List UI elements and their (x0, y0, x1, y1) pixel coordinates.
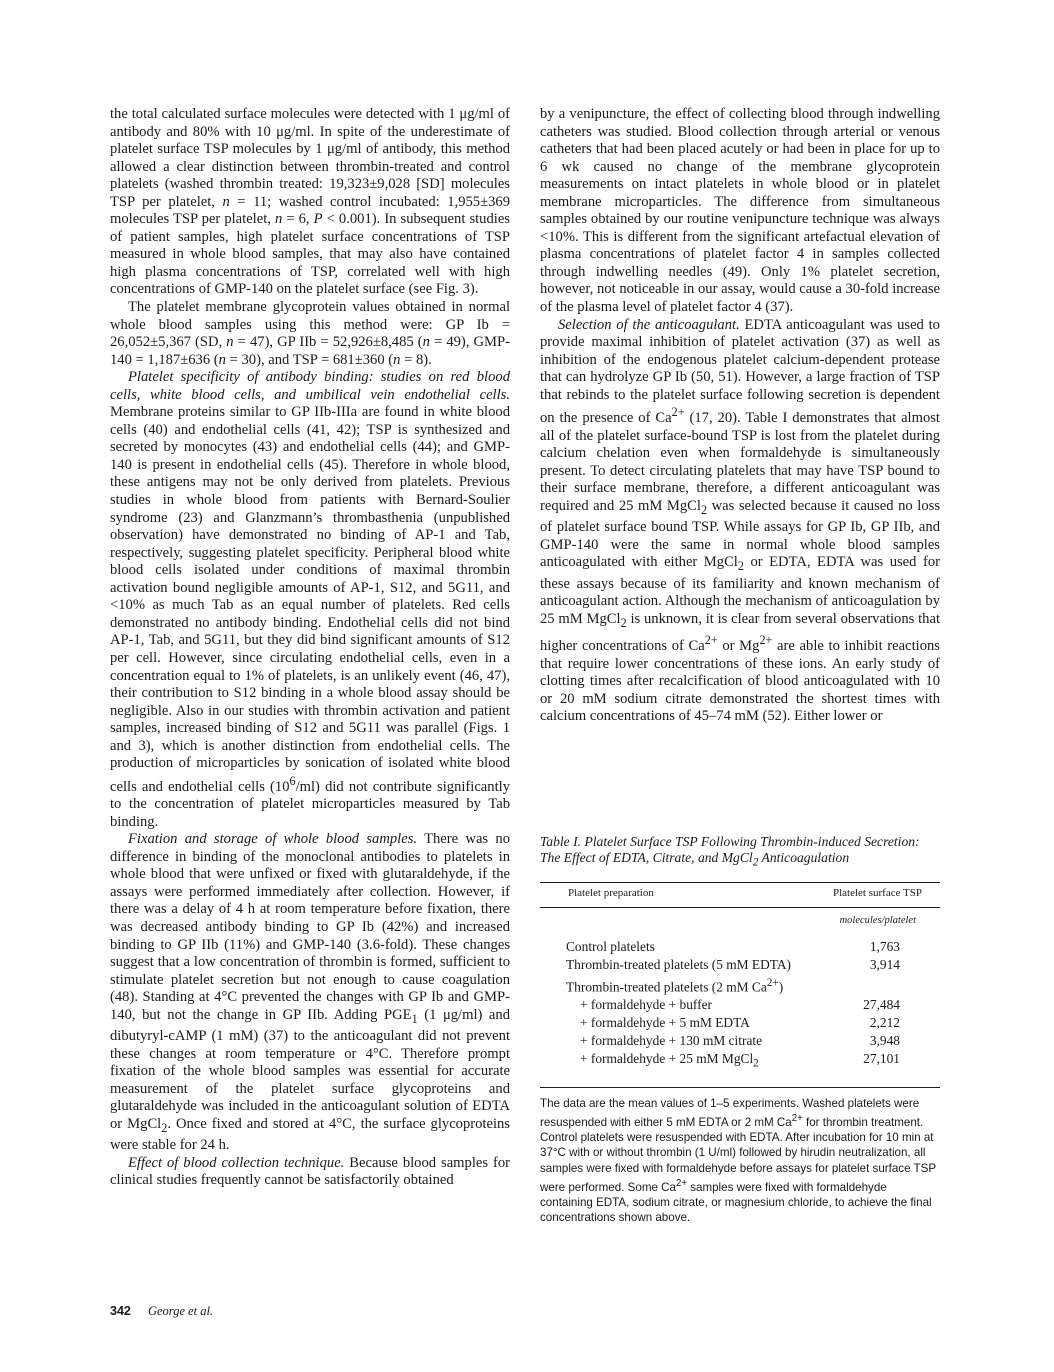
page-number: 342 (110, 1304, 131, 1318)
table-1 (540, 834, 940, 1226)
left-column (110, 106, 510, 1190)
table-row-label: Thrombin-treated platelets (5 mM EDTA) (566, 956, 792, 972)
table-row-label: Thrombin-treated platelets (2 mM $Ca^{2+}$) (566, 976, 784, 994)
table-caption: Table I. Platelet Surface TSP Following Thrombin-induced Secretion: The Effect of EDTA, Citrate, and MgCl$_2$ Anticoagulation (540, 834, 920, 870)
table-row-value: 3,948 (869, 1033, 900, 1048)
left-paragraph-2: The platelet membrane glycoprotein values obtained in normal whole blood samples using this method were: GP Ib = 26,052±5,367 (SD, n = 47), GP IIb = 52,926±8,485 (n = 49), GMP-140 = 1,187±636 (n = 30), and TSP = 681±360 (n = 8). (110, 299, 510, 368)
table-row-label: + formaldehyde + 130 mM citrate (580, 1033, 763, 1048)
right-paragraph-2: Selection of the anticoagulant. EDTA anticoagulant was used to provide maximal inhibition of platelet activation (37) as well as inhibition of the endogenous platelet calcium-dependent protease that can hydrolyze GP Ib (50, 51). However, a large fraction of TSP that rebinds to the platelet surface following secretion is dependent on the presence of $Ca^{2+}$ (17, 20). Table I demonstrates that almost all of the platelet surface-bound TSP is lost from the platelet during calcium chelation even when formaldehyde is simultaneously present. To detect circulating platelets that may have TSP bound to their surface membrane, therefore, a different anticoagulant was required and 25 mM MgCl$_2$ was selected because it caused no loss of platelet surface bound TSP. While assays for GP Ib, GP IIb, and GMP-140 were the same in normal whole blood samples anticoagulated with either MgCl$_2$ or EDTA, EDTA was used for these assays because of its familiarity and known mechanism of anticoagulant action. Although the mechanism of anticoagulation by 25 mM MgCl$_2$ is unknown, it is clear from several observations that higher concentrations of $Ca^{2+}$ or $Mg^{2+}$ are able to inhibit reactions that require lower concentrations of these ions. An early study of clotting times after recalcification of blood anticoagulated with 10 or 20 mM sodium citrate demonstrated the shortest times with calcium concentrations of 45–74 mM (52). Either lower or (540, 316, 941, 725)
right-paragraph-1: by a venipuncture, the effect of collecting blood through indwelling catheters was studied. Blood collection through arterial or venous catheters that had been placed acutely or had been in place for up to 6 wk caused no change of the membrane glycoprotein measurements on intact platelets in whole blood or in platelet membrane microparticles. The difference from simultaneous samples obtained by our routine venipuncture technique was always <10%. This is different from the significant artefactual elevation of plasma concentrations of platelet factor 4 in samples collected through indwelling needles (49). Only 1% platelet secretion, however, not noticeable in our assay, would cause a 30-fold increase of the plasma level of platelet factor 4 (37). (540, 106, 940, 316)
table-row (540, 974, 940, 996)
table-row-label: Control platelets (566, 938, 655, 954)
table-row (540, 1050, 940, 1073)
table-row-label: + formaldehyde + buffer (580, 997, 712, 1012)
table-header-preparation: Platelet preparation (568, 886, 654, 899)
table-row-value: 2,212 (869, 1015, 900, 1030)
table-row-label: + formaldehyde + 5 mM EDTA (580, 1015, 750, 1030)
table-row (540, 1032, 940, 1050)
table-footnote: The data are the mean values of 1–5 experiments. Washed platelets were resuspended with either 5 mM EDTA or 2 mM $Ca^{2+}$ for thrombin treatment. Control platelets were resuspended with EDTA. After incubation for 10 min at 37°C with or without thrombin (1 U/ml) followed by hirudin neutralization, all samples were fixed with formaldehyde before assays for platelet surface TSP were performed. Some $Ca^{2+}$ samples were fixed with formaldehyde containing EDTA, sodium citrate, or magnesium chloride, to achieve the final concentrations shown above. (540, 1096, 936, 1225)
left-paragraph-3: Platelet specificity of antibody binding: studies on red blood cells, white blood cells, and umbilical vein endothelial cells. Membrane proteins similar to GP IIb-IIIa are found in white blood cells (40) and endothelial cells (41, 42); TSP is synthesized and secreted by monocytes (43) and endothelial cells (44); and GMP-140 is present in endothelial cells (45). Therefore in whole blood, these antigens may not be only derived from platelets. Previous studies in whole blood from patients with Bernard-Soulier syndrome (23) and Glanzmann’s thrombasthenia (unpublished observation) have demonstrated no binding of AP-1 and Tab, respectively, suggesting platelet specificity. Peripheral blood white blood cells isolated under conditions of maximal thrombin activation bound negligible amounts of AP-1, S12, and 5G11, and <10% as much Tab as an equal number of platelets. Red cells demonstrated no antibody binding. Endothelial cells did not bind AP-1, Tab, and 5G11, but they did bind significant amounts of S12 per cell. However, since circulating endothelial cells, even in a concentration equal to 1% of platelets, is an unlikely event (46, 47), their contribution to S12 binding in a whole blood assay should be negligible. Also in our studies with thrombin activation and patient samples, increased binding of S12 and 5G11 was parallel (Figs. 1 and 3), which is another distinction from endothelial cells. The production of microparticles by sonication of isolated white blood cells and endothelial cells $(10^6/ml)$ did not contribute significantly to the concentration of platelet microparticles measured by Tab binding. (110, 369, 510, 830)
table-row-value: 3,914 (869, 956, 900, 972)
running-authors: George et al. (147, 1304, 214, 1318)
table-bottom-rule (540, 1087, 940, 1088)
table-row-label: + formaldehyde + 25 mM MgCl$_2$ (580, 1051, 759, 1070)
table-row-value: 1,763 (869, 938, 900, 954)
table-row-value: 27,484 (863, 997, 900, 1012)
table-row (540, 956, 940, 974)
page-footer (110, 1304, 213, 1319)
right-column (540, 106, 940, 726)
table-row-value (820, 974, 940, 996)
table-header-tsp: Platelet surface TSP (833, 886, 922, 899)
table-row (540, 938, 940, 956)
table-unit-row (540, 907, 940, 938)
left-paragraph-5: Effect of blood collection technique. Because blood samples for clinical studies frequently cannot be satisfactorily obtained (110, 1154, 510, 1189)
table-row (540, 996, 940, 1014)
left-paragraph-4: Fixation and storage of whole blood samples. There was no difference in binding of the monoclonal antibodies to platelets in whole blood that were unfixed or fixed with glutaraldehyde, if the assays were performed immediately after collection. However, if there was a delay of 4 h at room temperature before fixation, there was decreased antibody binding to GP Ib (42%) and increased binding to GP IIb (11%) and GMP-140 (3.6-fold). These changes suggest that a low concentration of thrombin is formed, sufficient to stimulate platelet secretion but not enough to cause coagulation (48). Standing at 4°C prevented the changes with GP Ib and GMP-140, but not the change in GP IIb. Adding $PGE_1$ (1 μg/ml) and dibutyryl-cAMP (1 mM) (37) to the anticoagulant did not prevent these changes at room temperature or 4°C. Therefore prompt fixation of the whole blood samples was essential for accurate measurement of the platelet surface glycoproteins and glutaraldehyde was included in the anticoagulant solution of EDTA or MgCl$_2$. Once fixed and stored at 4°C, the surface glycoproteins were stable for 24 h. (110, 831, 511, 1154)
left-paragraph-1: the total calculated surface molecules were detected with 1 μg/ml of antibody and 80% with 10 μg/ml. In spite of the underestimate of platelet surface TSP molecules by 1 μg/ml of antibody, this method allowed a clear distinction between thrombin-treated and control platelets (washed thrombin treated: 19,323±9,028 [SD] molecules TSP per platelet, n = 11; washed control incubated: 1,955±369 molecules TSP per platelet, n = 6, P < 0.001). In subsequent studies of patient samples, high platelet surface concentrations of TSP measured in whole blood samples, that may also have contained high plasma concentrations of TSP, correlated well with high concentrations of GMP-140 on the platelet surface (see Fig. 3). (110, 106, 510, 298)
table-row-value: 27,101 (863, 1051, 900, 1066)
table-grid (540, 883, 940, 1073)
table-row (540, 1014, 940, 1032)
table-unit: molecules/platelet (820, 907, 940, 938)
table-header-row (540, 883, 940, 908)
